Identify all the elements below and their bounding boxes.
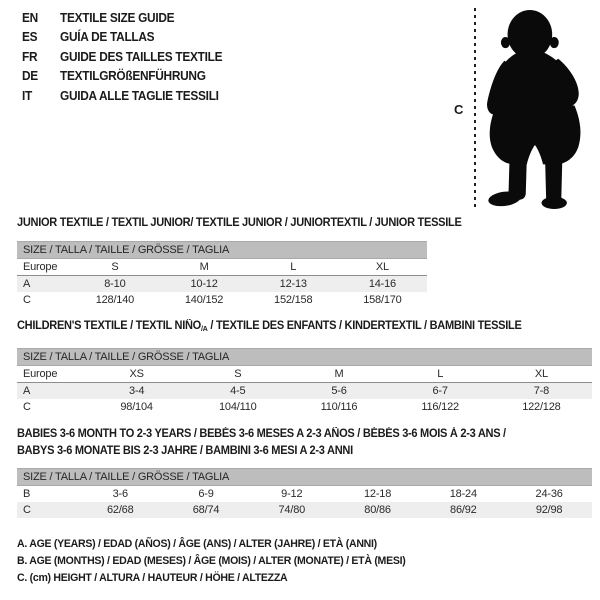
children-title-subscript: /A: [200, 324, 208, 333]
row-label: C: [23, 401, 31, 413]
height-measure-dashed-line: [474, 8, 476, 208]
size-value: 152/158: [274, 294, 313, 306]
language-code: ES: [22, 30, 38, 45]
language-row: [22, 87, 222, 106]
language-code: FR: [22, 49, 38, 64]
size-value: 8-10: [104, 278, 126, 290]
size-value: 128/140: [95, 294, 135, 306]
table-row: [17, 502, 592, 518]
table-row: [17, 259, 427, 276]
size-value: 9-12: [281, 488, 303, 500]
language-title: GUIDE DES TAILLES TEXTILE: [60, 49, 223, 64]
row-label: C: [23, 294, 31, 306]
size-value: 116/122: [421, 401, 459, 413]
table-row: [17, 399, 592, 415]
size-column-header: XS: [129, 368, 144, 380]
footnote-a: A. AGE (YEARS) / EDAD (AÑOS) / ÂGE (ANS) / ALTER (JAHRE) / ETÀ (ANNI): [17, 538, 377, 550]
junior-table-section: [17, 217, 462, 308]
size-value: 7-8: [533, 385, 550, 397]
language-code: EN: [22, 11, 38, 25]
size-value: 62/68: [106, 504, 134, 516]
size-value: 74/80: [278, 504, 306, 516]
babies-size-table: [17, 486, 592, 518]
size-value: 86/92: [450, 504, 477, 516]
babies-size-header-bar: SIZE / TALLA / TAILLE / GRÖSSE / TAGLIA: [17, 468, 592, 486]
size-value: 140/152: [184, 294, 224, 306]
size-column-header: XL: [534, 368, 548, 380]
size-value: 3-6: [112, 488, 128, 500]
size-value: 10-12: [190, 278, 218, 290]
table-row: [17, 292, 427, 308]
size-column-header: M: [199, 261, 209, 273]
footnote-c: C. (cm) HEIGHT / ALTURA / HAUTEUR / HÖHE / ALTEZZA: [17, 572, 288, 584]
size-value: 12-13: [279, 278, 307, 290]
size-value: 6-9: [198, 488, 214, 500]
size-value: 4-5: [230, 385, 246, 397]
size-value: 104/110: [219, 401, 257, 413]
size-value: 24-36: [535, 488, 563, 500]
row-label: A: [23, 385, 31, 397]
table-row: [17, 276, 427, 293]
size-column-header: M: [334, 368, 344, 380]
size-value: 5-6: [331, 385, 347, 397]
size-value: 6-7: [432, 385, 448, 397]
size-value: 68/74: [192, 504, 220, 516]
babies-title-line1: BABIES 3-6 MONTH TO 2-3 YEARS / BEBÉS 3-6 MESES A 2-3 AÑOS / BÉBÉS 3-6 MOIS À 2-3 ANS /: [17, 428, 506, 440]
size-value: 14-16: [368, 278, 396, 290]
children-size-table: [17, 366, 592, 415]
size-column-header: L: [290, 261, 297, 273]
language-title: TEXTILE SIZE GUIDE: [60, 11, 175, 25]
size-column-header: XL: [375, 261, 389, 273]
size-value: 158/170: [363, 294, 402, 306]
size-column-header: S: [111, 261, 119, 273]
size-value: 98/104: [120, 401, 153, 413]
language-title: TEXTILGRÖßENFÜHRUNG: [60, 69, 206, 84]
size-value: 3-4: [128, 385, 145, 397]
children-table-section: [17, 320, 592, 415]
children-title-post: / TEXTILE DES ENFANTS / KINDERTEXTIL / BAMBINI TESSILE: [207, 320, 522, 332]
table-row: [17, 366, 592, 383]
language-title: GUÍA DE TALLAS: [60, 30, 155, 45]
children-table-title: [17, 320, 569, 335]
table-row: [17, 383, 592, 400]
row-label: B: [23, 488, 31, 500]
children-title-pre: CHILDREN'S TEXTILE / TEXTIL NIÑO: [17, 320, 201, 332]
junior-size-table: [17, 259, 427, 308]
language-title-list: [22, 9, 222, 106]
height-measure-label: C: [454, 102, 464, 117]
row-label: C: [23, 504, 31, 516]
region-column-header: Europe: [23, 368, 58, 380]
toddler-silhouette-icon: [483, 6, 597, 209]
size-value: 12-18: [363, 488, 392, 500]
language-row: [22, 67, 222, 86]
language-row: [22, 9, 222, 28]
language-title: GUIDA ALLE TAGLIE TESSILI: [60, 88, 219, 103]
babies-table-title: [17, 426, 569, 460]
size-value: 92/98: [535, 504, 563, 516]
language-row: [22, 48, 222, 67]
babies-title-line2: BABYS 3-6 MONATE BIS 2-3 JAHRE / BAMBINI 3-6 MESI A 2-3 ANNI: [17, 445, 353, 457]
junior-table-title: JUNIOR TEXTILE / TEXTIL JUNIOR/ TEXTILE JUNIOR / JUNIORTEXTIL / JUNIOR TESSILE: [17, 217, 462, 229]
size-value: 80/86: [364, 504, 391, 516]
row-label: A: [23, 278, 31, 290]
size-column-header: S: [234, 368, 242, 380]
children-size-header-bar: SIZE / TALLA / TAILLE / GRÖSSE / TAGLIA: [17, 348, 592, 366]
footnote-b: B. AGE (MONTHS) / EDAD (MESES) / ÂGE (MOIS) / ALTER (MONATE) / ETÀ (MESI): [17, 555, 406, 567]
language-code: DE: [22, 69, 38, 84]
footnotes: [17, 536, 405, 587]
junior-size-header-bar: SIZE / TALLA / TAILLE / GRÖSSE / TAGLIA: [17, 241, 427, 259]
language-code: IT: [22, 88, 32, 103]
table-row: [17, 486, 592, 502]
babies-table-section: [17, 426, 592, 518]
size-value: 110/116: [320, 401, 358, 413]
language-row: [22, 28, 222, 47]
region-column-header: Europe: [23, 261, 58, 273]
size-value: 18-24: [449, 488, 477, 500]
size-column-header: L: [437, 368, 444, 380]
size-value: 122/128: [522, 401, 561, 413]
